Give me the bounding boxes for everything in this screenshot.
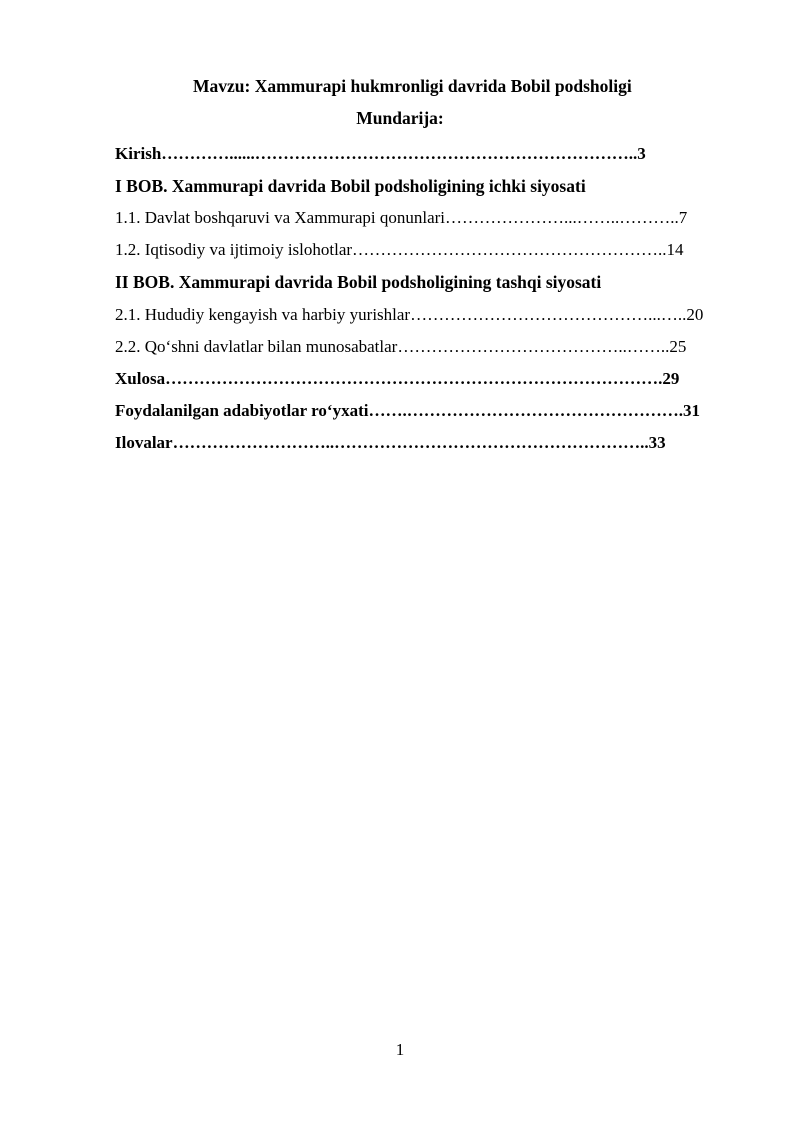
toc-entry-xulosa[interactable]: Xulosa…………………………………………………………………………….29	[115, 369, 680, 388]
toc-entry-kirish[interactable]: Kirish…………......…………………………………………………………..3	[115, 144, 646, 163]
document-topic: Mavzu: Xammurapi hukmronligi davrida Bobil podsholigi	[193, 76, 632, 96]
page-number: 1	[395, 1040, 405, 1059]
contents-heading: Mundarija:	[356, 108, 444, 128]
toc-entry-1-2[interactable]: 1.2. Iqtisodiy va ijtimoiy islohotlar………………………………………………..14	[115, 240, 684, 259]
toc-entry-adabiyotlar[interactable]: Foydalanilgan adabiyotlar ro‘yxati…….………………………………………….31	[115, 401, 700, 420]
toc-entry-ilovalar[interactable]: Ilovalar………………………..………………………………………………..33	[115, 433, 666, 452]
toc-entry-2-1[interactable]: 2.1. Hududiy kengayish va harbiy yurishlar……………………………………...…..20	[115, 305, 704, 324]
toc-entry-2-2[interactable]: 2.2. Qo‘shni davlatlar bilan munosabatlar…………………………………..……..25	[115, 337, 687, 356]
toc-entry-1-1[interactable]: 1.1. Davlat boshqaruvi va Xammurapi qonunlari…………………...……..………..7	[115, 208, 688, 227]
toc-chapter-2[interactable]: II BOB. Xammurapi davrida Bobil podsholigining tashqi siyosati	[115, 272, 602, 292]
toc-chapter-1[interactable]: I BOB. Xammurapi davrida Bobil podsholigining ichki siyosati	[115, 176, 586, 196]
